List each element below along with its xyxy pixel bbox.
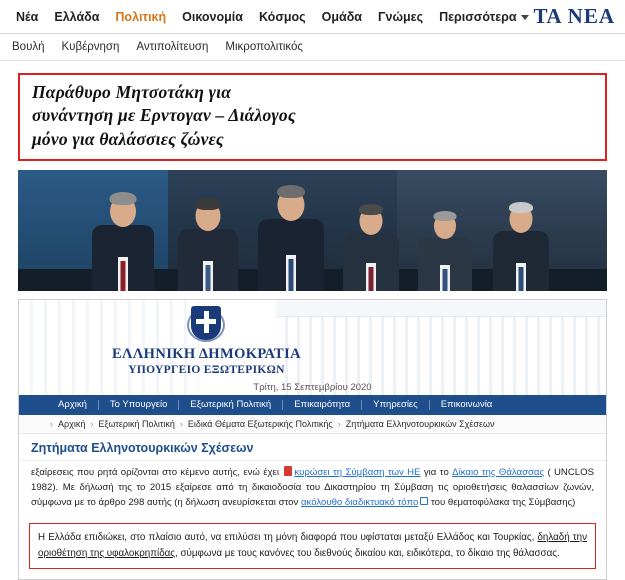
coat-of-arms-icon (191, 306, 221, 344)
article-headline-line-3: μόνο για θαλάσσιες ζώνες (32, 128, 224, 149)
article-photo (18, 170, 607, 291)
secondary-navbar (0, 34, 625, 61)
breadcrumb-caret-icon: › (50, 418, 53, 429)
subnav-item-vouli[interactable]: Βουλή (12, 41, 45, 53)
nav-item-oikonomia[interactable]: Οικονομία (182, 9, 243, 24)
headline-highlight-box (18, 73, 607, 161)
link-law-of-the-sea[interactable]: Δίκαιο της Θάλασσας (452, 466, 545, 478)
photo-person-6 (488, 205, 554, 291)
photo-person-5 (413, 213, 477, 291)
photo-person-4 (338, 207, 404, 291)
nav-more-label: Περισσότερα (439, 9, 517, 24)
breadcrumb-item-4[interactable]: Ζητήματα Ελληνοτουρκικών Σχέσεων (345, 418, 495, 429)
page-title: Ζητήματα Ελληνοτουρκικών Σχέσεων (19, 434, 606, 461)
site-menu-item-epikairotita[interactable]: Επικαιρότητα (283, 400, 362, 410)
nav-item-politiki[interactable]: Πολιτική (115, 9, 167, 24)
breadcrumb-separator: › (179, 418, 183, 429)
highlight-segment-1: Η Ελλάδα επιδιώκει, στο πλαίσιο αυτό, να επιλύσει τη μόνη διαφορά που υφίσταται μεταξύ Ελλάδος και Τουρκίας, (38, 531, 538, 543)
site-logo[interactable]: ΤΑ ΝΕΑ (533, 4, 615, 28)
site-date: Τρίτη, 15 Σεπτεμβρίου 2020 (253, 381, 372, 393)
breadcrumb-separator: › (337, 418, 341, 429)
link-depositary-website[interactable]: ακόλουθο διαδικτυακό τόπο (300, 497, 419, 509)
site-title-line-1: ΕΛΛΗΝΙΚΗ ΔΗΜΟΚΡΑΤΙΑ (111, 345, 302, 362)
subnav-item-kyvernisi[interactable]: Κυβέρνηση (61, 41, 120, 53)
site-menu-item-exoteriki-politiki[interactable]: Εξωτερική Πολιτική (179, 400, 283, 410)
nav-item-ellada[interactable]: Ελλάδα (54, 9, 100, 24)
paragraph-segment-4: του θεματοφύλακα της Σύμβασης) (428, 497, 576, 509)
article-headline-line-2: συνάντηση με Ερντογαν – Διάλογος (32, 105, 296, 126)
nav-item-omada[interactable]: Ομάδα (321, 9, 362, 24)
paragraph-segment-3: ( UNCLOS 1982). Με δήλωσή της το 2015 εξαίρεσε από τη δικαιοδοσία του Δικαστηρίου τη Σύμβαση τις οριοθετήσεις θαλασσίων ζωνών, σύμφωνα με το άρθρο 298 αυτής (η δήλωση ανευρίσκεται στον (31, 466, 594, 509)
highlighted-paragraph-box (29, 523, 596, 569)
link-unclos-convention[interactable]: κυρώσει τη Σύμβαση των ΗΕ (294, 466, 421, 478)
site-main-menu (19, 395, 606, 415)
site-menu-item-ypiresies[interactable]: Υπηρεσίες (362, 400, 430, 410)
site-menu-item-arxiki[interactable]: Αρχική (47, 400, 99, 410)
nav-item-gnomes[interactable]: Γνώμες (377, 9, 424, 24)
subnav-item-antipolitefsi[interactable]: Αντιπολίτευση (136, 41, 209, 53)
article-headline-line-1: Παράθυρο Μητσοτάκη για (32, 82, 232, 102)
photo-person-2 (173, 201, 243, 291)
site-menu-item-ypourgeio[interactable]: Το Υπουργείο (99, 400, 180, 410)
highlight-underlined-text: δηλαδή την οριοθέτηση της υφαλοκρηπίδας (38, 531, 587, 559)
breadcrumb-item-2[interactable]: Εξωτερική Πολιτική (98, 418, 175, 429)
photo-person-3 (253, 186, 329, 291)
nav-item-more[interactable] (431, 6, 536, 28)
breadcrumb (19, 415, 606, 434)
primary-navbar (0, 0, 625, 34)
embedded-website-screenshot (18, 299, 607, 580)
site-menu-item-epikoinonia[interactable]: Επικοινωνία (440, 398, 493, 410)
breadcrumb-item-1[interactable]: Αρχική (58, 418, 86, 429)
nav-item-kosmos[interactable]: Κόσμος (258, 9, 306, 24)
site-title-block (99, 346, 314, 376)
breadcrumb-item-3[interactable]: Ειδικά Θέματα Εξωτερικής Πολιτικής (187, 418, 333, 429)
pdf-icon (284, 466, 292, 476)
paragraph-segment-1: εξαίρεσεις που ρητά ορίζονται στο κέμενο αυτής, ενώ έχει (31, 466, 283, 478)
article-content (0, 61, 625, 580)
site-hero (19, 300, 606, 395)
site-title-line-2: ΥΠΟΥΡΓΕΙΟ ΕΞΩΤΕΡΙΚΩΝ (128, 363, 285, 376)
subnav-item-mikropolitikos[interactable]: Μικροπολιτικός (225, 41, 303, 53)
hero-building-image (276, 300, 606, 395)
paragraph-segment-2: για τo (420, 466, 453, 478)
nav-item-nea[interactable]: Νέα (16, 9, 39, 24)
article-paragraph (19, 461, 606, 517)
breadcrumb-separator: › (90, 418, 94, 429)
photo-person-1 (88, 195, 158, 291)
chevron-down-icon (521, 15, 529, 20)
highlight-segment-2: , σύμφωνα με τους κανόνες του διεθνούς δικαίου και, ειδικότερα, το δίκαιο της θάλασσας. (175, 547, 560, 559)
